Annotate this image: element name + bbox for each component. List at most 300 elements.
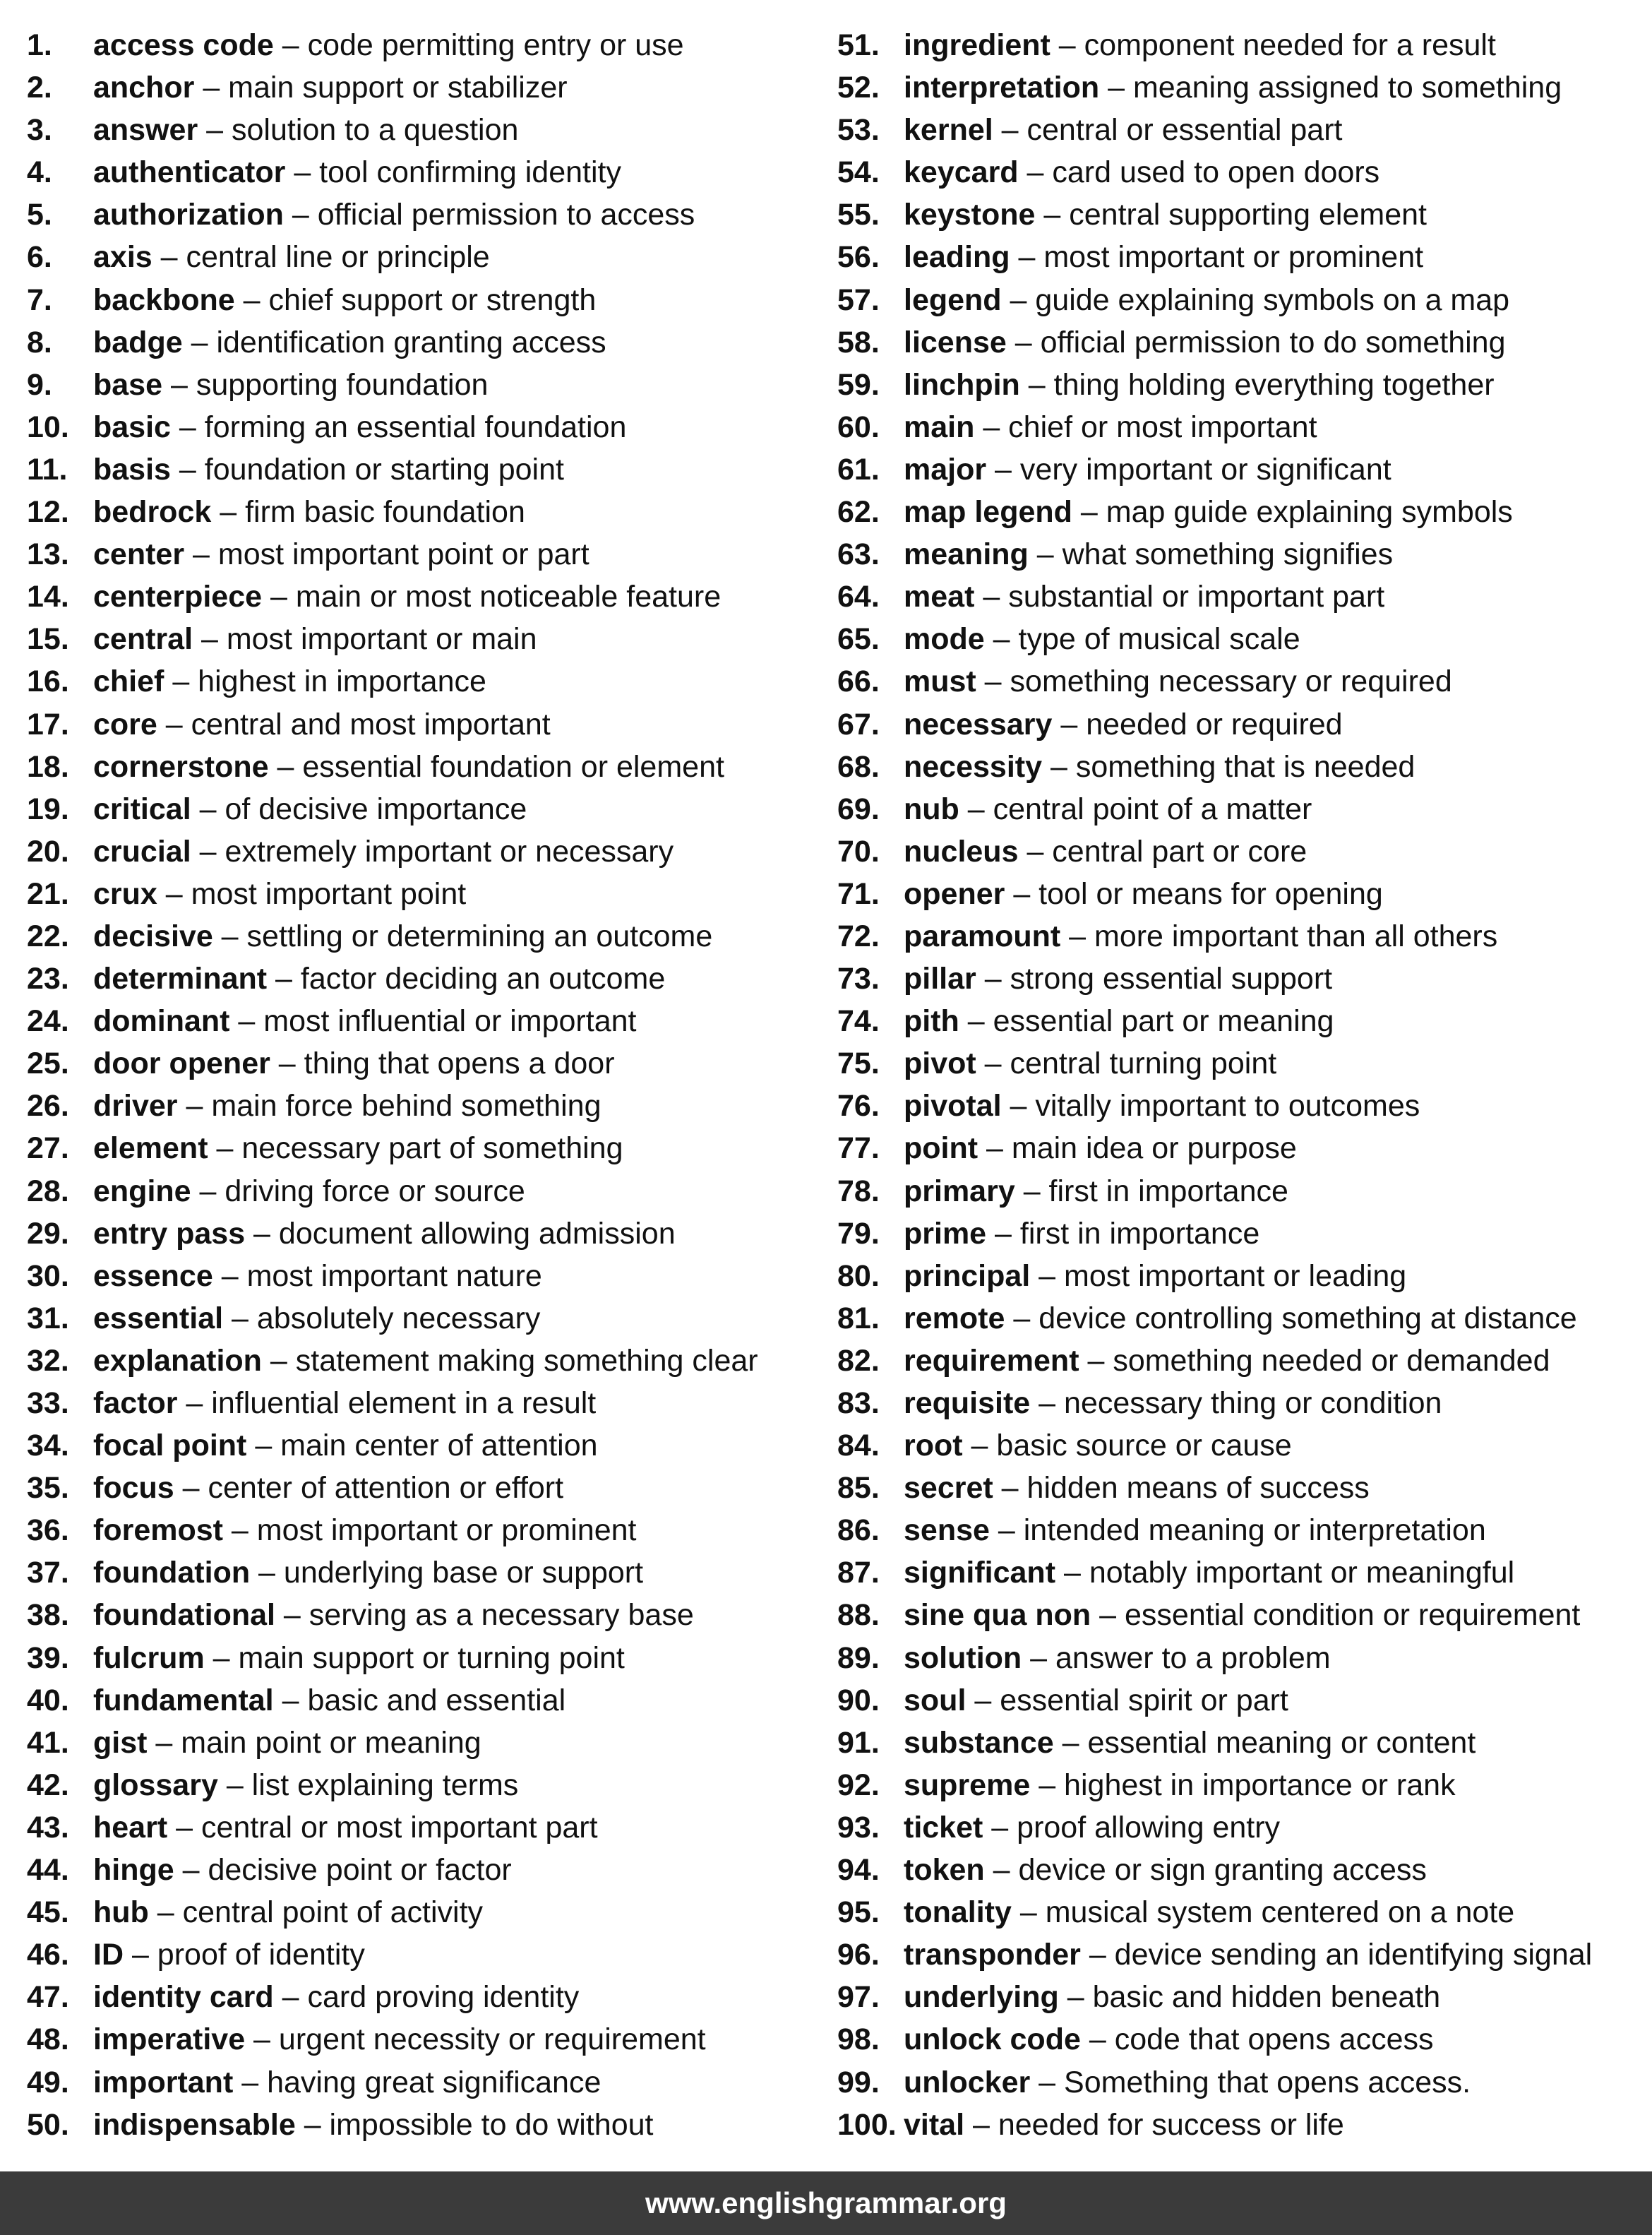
entry-term: soul [904, 1683, 966, 1717]
entry-term: ticket [904, 1810, 983, 1844]
entry-text [904, 830, 1307, 873]
entry-number: 21. [27, 876, 69, 911]
entry-number: 61. [837, 452, 880, 487]
entry-term: meat [904, 580, 975, 614]
entry-term: linchpin [904, 367, 1020, 402]
list-item [27, 1127, 825, 1169]
entry-number: 47. [27, 1980, 69, 2015]
entry-text [904, 236, 1423, 278]
entry-number: 25. [27, 1047, 69, 1081]
entry-term: decisive [93, 919, 213, 953]
entry-term: determinant [93, 962, 268, 996]
entry-number: 10. [27, 410, 69, 444]
entry-term: anchor [93, 71, 195, 105]
list-item [27, 1042, 825, 1085]
list-item [27, 746, 825, 788]
list-item [837, 1085, 1649, 1127]
entry-definition: – central turning point [976, 1047, 1277, 1081]
entry-definition: – center of attention or effort [174, 1471, 564, 1506]
entry-definition: – official permission to access [283, 198, 695, 232]
entry-term: nucleus [904, 834, 1019, 869]
entry-term: engine [93, 1174, 191, 1208]
entry-definition: – most important or prominent [222, 1513, 637, 1548]
entry-text [93, 236, 490, 278]
entry-term: focal point [93, 1429, 247, 1463]
entry-term: paramount [904, 919, 1061, 953]
entry-term: crux [93, 876, 157, 911]
footer-website-link[interactable]: www.englishgrammar.org [645, 2186, 1007, 2219]
entry-text [93, 1509, 637, 1551]
entry-text [904, 1806, 1280, 1849]
entry-definition: – card proving identity [273, 1980, 580, 2015]
entry-term: significant [904, 1556, 1056, 1590]
entry-number: 100. [837, 2107, 897, 2142]
entry-term: chief [93, 664, 164, 699]
list-item [837, 1042, 1649, 1085]
entry-number: 11. [27, 452, 68, 487]
entry-text [93, 1849, 512, 1891]
entry-text [93, 746, 724, 788]
entry-definition: – document allowing admission [245, 1216, 676, 1251]
entry-number: 83. [837, 1386, 880, 1420]
entry-definition: – chief or most important [974, 410, 1317, 444]
list-item [837, 1170, 1649, 1212]
entry-number: 16. [27, 664, 69, 699]
entry-text [904, 915, 1497, 958]
entry-definition: – needed for success or life [964, 2107, 1344, 2142]
entry-number: 9. [27, 367, 52, 402]
entry-definition: – main idea or purpose [978, 1131, 1297, 1166]
list-item [27, 2061, 825, 2104]
list-item [27, 406, 825, 448]
entry-term: pivotal [904, 1089, 1002, 1124]
entry-term: heart [93, 1810, 168, 1844]
list-item [837, 1297, 1649, 1340]
entry-term: prime [904, 1216, 987, 1251]
list-item [27, 1933, 825, 1976]
entry-number: 49. [27, 2065, 69, 2099]
entry-term: requirement [904, 1343, 1079, 1378]
list-item [27, 533, 825, 576]
entry-definition: – tool or means for opening [1005, 876, 1383, 911]
entry-term: necessity [904, 749, 1043, 784]
entry-text [93, 1255, 542, 1297]
list-item [837, 1933, 1649, 1976]
entry-term: critical [93, 792, 191, 826]
list-item [27, 1722, 825, 1764]
entry-number: 26. [27, 1089, 69, 1124]
entry-term: focus [93, 1471, 174, 1506]
entry-number: 71. [837, 876, 880, 911]
entry-term: keystone [904, 198, 1036, 232]
entry-number: 31. [27, 1301, 69, 1335]
entry-term: crucial [93, 834, 191, 869]
entry-term: pillar [904, 962, 976, 996]
list-item [837, 236, 1649, 278]
entry-definition: – most important point [157, 876, 467, 911]
entry-term: remote [904, 1301, 1005, 1335]
list-item [27, 1509, 825, 1551]
entry-definition: – code that opens access [1080, 2022, 1434, 2057]
entry-definition: – most important or prominent [1010, 240, 1424, 275]
entry-term: secret [904, 1471, 993, 1506]
entry-definition: – central line or principle [152, 240, 490, 275]
entry-number: 36. [27, 1513, 69, 1548]
entry-definition: – forming an essential foundation [170, 410, 627, 444]
list-item [27, 151, 825, 193]
entry-text [93, 2104, 653, 2146]
list-item [27, 576, 825, 618]
entry-text [93, 151, 621, 193]
entry-term: supreme [904, 1768, 1031, 1802]
entry-number: 69. [837, 792, 880, 826]
entry-term: badge [93, 325, 183, 359]
entry-term: backbone [93, 282, 235, 317]
entry-text [93, 703, 551, 746]
entry-text [904, 1085, 1420, 1127]
entry-term: root [904, 1429, 963, 1463]
entry-number: 3. [27, 113, 52, 148]
entry-text [93, 1551, 643, 1594]
entry-number: 76. [837, 1089, 880, 1124]
entry-definition: – strong essential support [976, 962, 1333, 996]
entry-text [904, 1212, 1259, 1255]
entry-definition: – basic and essential [273, 1683, 566, 1717]
entry-number: 30. [27, 1258, 69, 1293]
entry-number: 32. [27, 1343, 69, 1378]
entry-text [904, 873, 1383, 915]
entry-definition: – main or most noticeable feature [262, 580, 722, 614]
entry-term: unlock code [904, 2022, 1081, 2057]
entry-number: 48. [27, 2022, 69, 2057]
entry-text [93, 1806, 598, 1849]
entry-text [904, 788, 1312, 830]
entry-text [93, 1722, 481, 1764]
list-item [837, 1637, 1649, 1679]
entry-term: central [93, 622, 193, 657]
entry-definition: – highest in importance [164, 664, 486, 699]
entry-term: major [904, 452, 987, 487]
entry-text [904, 1042, 1276, 1085]
entry-definition: – something needed or demanded [1079, 1343, 1550, 1378]
entry-term: map legend [904, 495, 1072, 530]
list-item [27, 364, 825, 406]
entry-number: 70. [837, 834, 880, 869]
entry-number: 67. [837, 707, 880, 741]
entry-text [93, 830, 674, 873]
entry-number: 85. [837, 1471, 880, 1506]
entry-number: 97. [837, 1980, 880, 2015]
entry-definition: – of decisive importance [191, 792, 527, 826]
entry-text [904, 746, 1415, 788]
entry-text [904, 1509, 1486, 1551]
entry-definition: – thing that opens a door [270, 1047, 615, 1081]
list-item [27, 1976, 825, 2018]
entry-term: primary [904, 1174, 1015, 1208]
entry-definition: – musical system centered on a note [1011, 1895, 1515, 1930]
entry-term: indispensable [93, 2107, 296, 2142]
entry-term: essence [93, 1258, 213, 1293]
entry-definition: – basic and hidden beneath [1058, 1980, 1441, 2015]
entry-text [904, 1170, 1288, 1212]
entry-number: 64. [837, 580, 880, 614]
entry-term: pith [904, 1004, 959, 1039]
entry-definition: – most important or leading [1030, 1258, 1407, 1293]
entry-text [904, 1637, 1331, 1679]
entry-definition: – basic source or cause [962, 1429, 1292, 1463]
list-item [837, 1000, 1649, 1042]
entry-text [904, 1891, 1514, 1933]
list-item [837, 1764, 1649, 1806]
entry-number: 2. [27, 71, 52, 105]
entry-term: license [904, 325, 1007, 359]
entry-text [904, 491, 1513, 533]
entry-term: sense [904, 1513, 990, 1548]
list-item [27, 788, 825, 830]
entry-number: 20. [27, 834, 69, 869]
list-item [837, 2061, 1649, 2104]
entry-text [93, 109, 518, 151]
entry-term: centerpiece [93, 580, 263, 614]
entry-text [93, 660, 486, 703]
list-item [837, 1551, 1649, 1594]
entry-number: 82. [837, 1343, 880, 1378]
entry-definition: – influential element in a result [177, 1386, 597, 1420]
entry-definition: – highest in importance or rank [1030, 1768, 1456, 1802]
entry-term: fulcrum [93, 1640, 205, 1675]
entry-number: 27. [27, 1131, 69, 1166]
entry-text [904, 2061, 1471, 2104]
entry-number: 53. [837, 113, 880, 148]
entry-term: sine qua non [904, 1598, 1091, 1633]
entry-definition: – essential meaning or content [1053, 1725, 1476, 1760]
entry-text [93, 2018, 706, 2061]
list-item [837, 1891, 1649, 1933]
entry-term: explanation [93, 1343, 262, 1378]
entry-number: 58. [837, 325, 880, 359]
entry-number: 18. [27, 749, 69, 784]
list-item [837, 1722, 1649, 1764]
entry-text [93, 873, 466, 915]
entry-term: center [93, 537, 185, 572]
list-item [837, 491, 1649, 533]
entry-text [93, 1340, 758, 1382]
entry-number: 14. [27, 580, 69, 614]
entry-number: 19. [27, 792, 69, 826]
entry-number: 33. [27, 1386, 69, 1420]
entry-definition: – proof allowing entry [983, 1810, 1281, 1844]
entry-definition: – Something that opens access. [1030, 2065, 1471, 2099]
entry-definition: – necessary part of something [208, 1131, 623, 1166]
entry-definition: – very important or significant [986, 452, 1391, 487]
entry-definition: – urgent necessity or requirement [245, 2022, 706, 2057]
entry-term: important [93, 2065, 234, 2099]
list-item [27, 1679, 825, 1722]
entry-term: access code [93, 28, 274, 62]
entry-definition: – serving as a necessary base [275, 1598, 694, 1633]
entry-text [904, 1933, 1592, 1976]
entry-text [904, 1679, 1288, 1722]
entry-term: basic [93, 410, 171, 444]
entry-definition: – more important than all others [1060, 919, 1498, 953]
list-item [27, 321, 825, 364]
entry-text [904, 1424, 1292, 1467]
entry-definition: – central point of activity [148, 1895, 484, 1930]
entry-definition: – central and most important [157, 707, 551, 741]
entry-definition: – main force behind something [177, 1089, 601, 1124]
entry-text [93, 958, 665, 1000]
entry-number: 45. [27, 1895, 69, 1930]
entry-number: 54. [837, 155, 880, 190]
list-item [27, 618, 825, 660]
entry-term: entry pass [93, 1216, 246, 1251]
entry-definition: – code permitting entry or use [273, 28, 684, 62]
entry-text [904, 1764, 1456, 1806]
entry-number: 52. [837, 71, 880, 105]
entry-term: point [904, 1131, 978, 1166]
entry-text [904, 1551, 1514, 1594]
entry-number: 29. [27, 1216, 69, 1251]
entry-term: foundation [93, 1556, 251, 1590]
entry-term: main [904, 410, 975, 444]
entry-term: bedrock [93, 495, 212, 530]
entry-definition: – something necessary or required [976, 664, 1452, 699]
entry-definition: – central supporting element [1035, 198, 1427, 232]
entry-term: unlocker [904, 2065, 1031, 2099]
entry-definition: – having great significance [233, 2065, 601, 2099]
entry-definition: – hidden means of success [993, 1471, 1370, 1506]
entry-text [93, 576, 721, 618]
entry-text [904, 151, 1379, 193]
entry-number: 24. [27, 1004, 69, 1039]
list-item [837, 1212, 1649, 1255]
entry-definition: – list explaining terms [217, 1768, 519, 1802]
entry-definition: – central part or core [1018, 834, 1307, 869]
list-item [837, 1806, 1649, 1849]
entry-text [93, 1891, 483, 1933]
entry-term: opener [904, 876, 1005, 911]
list-item [837, 958, 1649, 1000]
entry-definition: – central or essential part [993, 113, 1343, 148]
entry-definition: – most important or main [193, 622, 537, 657]
list-item [27, 1212, 825, 1255]
list-item [27, 660, 825, 703]
entry-text [93, 2061, 601, 2104]
entry-number: 99. [837, 2065, 880, 2099]
entry-definition: – what something signifies [1028, 537, 1394, 572]
entry-number: 81. [837, 1301, 880, 1335]
entry-text [93, 1382, 596, 1424]
entry-definition: – map guide explaining symbols [1072, 495, 1513, 530]
entry-number: 5. [27, 198, 52, 232]
entry-definition: – substantial or important part [974, 580, 1385, 614]
entry-term: ingredient [904, 28, 1051, 62]
list-item [27, 1637, 825, 1679]
entry-term: foremost [93, 1513, 223, 1548]
list-item [837, 1509, 1649, 1551]
entry-definition: – intended meaning or interpretation [989, 1513, 1486, 1548]
entry-definition: – essential spirit or part [966, 1683, 1288, 1717]
entry-term: hub [93, 1895, 149, 1930]
list-item [27, 448, 825, 491]
entry-number: 41. [27, 1725, 69, 1760]
entry-definition: – guide explaining symbols on a map [1001, 282, 1510, 317]
list-item [837, 1976, 1649, 2018]
list-item [837, 66, 1649, 109]
entry-text [93, 788, 527, 830]
entry-number: 74. [837, 1004, 880, 1039]
entry-definition: – type of musical scale [984, 622, 1300, 657]
list-item [27, 2104, 825, 2146]
entry-number: 51. [837, 28, 880, 62]
entry-text [93, 1085, 601, 1127]
entry-definition: – underlying base or support [250, 1556, 644, 1590]
entry-definition: – component needed for a result [1050, 28, 1496, 62]
entry-text [904, 1382, 1442, 1424]
footer-bar [0, 2171, 1652, 2235]
list-item [837, 660, 1649, 703]
entry-term: driver [93, 1089, 178, 1124]
entry-definition: – main support or turning point [204, 1640, 625, 1675]
entry-definition: – device controlling something at distance [1005, 1301, 1577, 1335]
entry-text [904, 1340, 1550, 1382]
entry-text [93, 1764, 518, 1806]
entry-definition: – tool confirming identity [285, 155, 621, 190]
list-item [27, 66, 825, 109]
list-item [27, 1255, 825, 1297]
list-item [837, 1382, 1649, 1424]
entry-text [93, 193, 695, 236]
entry-text [93, 491, 525, 533]
list-item [837, 1424, 1649, 1467]
entry-number: 42. [27, 1768, 69, 1802]
list-item [837, 2104, 1649, 2146]
entry-text [93, 618, 537, 660]
entry-definition: – proof of identity [124, 1938, 365, 1972]
entry-term: gist [93, 1725, 148, 1760]
list-item [27, 1424, 825, 1467]
entry-term: element [93, 1131, 208, 1166]
entry-text [904, 1976, 1440, 2018]
entry-term: kernel [904, 113, 993, 148]
entry-term: hinge [93, 1853, 174, 1888]
entry-term: answer [93, 113, 198, 148]
entry-number: 75. [837, 1047, 880, 1081]
list-item [27, 1382, 825, 1424]
entry-definition: – first in importance [986, 1216, 1260, 1251]
entry-text [904, 1849, 1427, 1891]
entry-number: 92. [837, 1768, 880, 1802]
entry-number: 40. [27, 1683, 69, 1717]
entry-text [904, 364, 1495, 406]
entry-term: underlying [904, 1980, 1059, 2015]
entry-text [93, 1933, 365, 1976]
list-item [837, 448, 1649, 491]
list-item [837, 830, 1649, 873]
entry-number: 56. [837, 240, 880, 275]
entry-term: identity card [93, 1980, 274, 2015]
entry-definition: – foundation or starting point [170, 452, 564, 487]
entry-term: fundamental [93, 1683, 274, 1717]
entry-definition: – answer to a problem [1022, 1640, 1331, 1675]
word-list-column-left [27, 24, 825, 2146]
entry-definition: – device or sign granting access [984, 1853, 1427, 1888]
list-item [27, 193, 825, 236]
list-item [27, 1806, 825, 1849]
entry-text [904, 1255, 1406, 1297]
entry-text [904, 109, 1342, 151]
list-item [837, 788, 1649, 830]
